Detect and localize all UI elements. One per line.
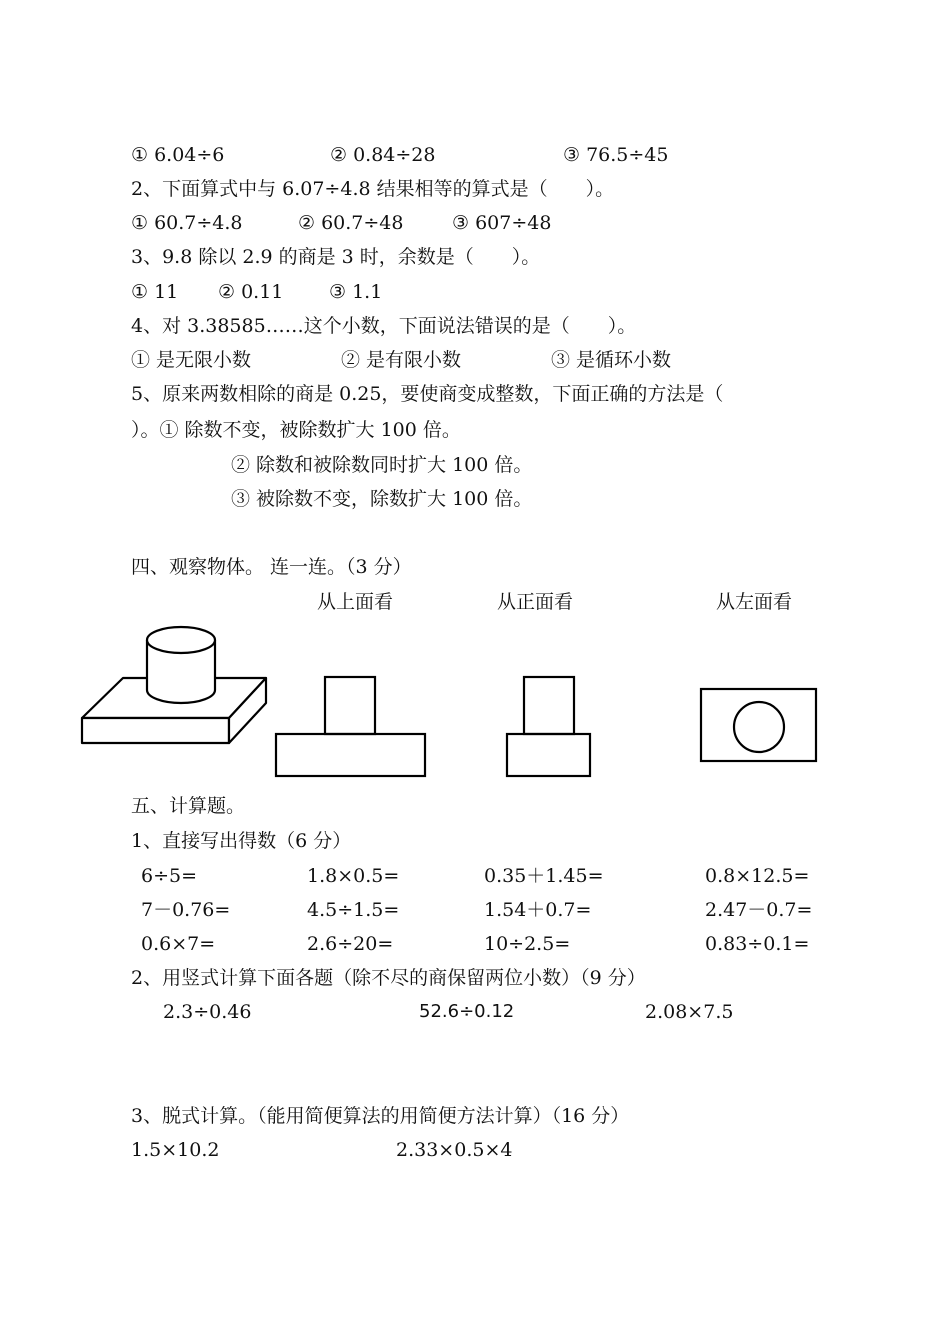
- q3-option-3: ③ 1.1: [329, 281, 383, 303]
- calc-r2-c2: 4.5÷1.5=: [307, 899, 400, 921]
- q3-option-1: ① 11: [131, 281, 179, 303]
- calc-r1-c4: 0.8×12.5=: [705, 865, 810, 887]
- q1-option-3: ③ 76.5÷45: [563, 144, 669, 166]
- calc-r1-c3: 0.35＋1.45=: [484, 865, 604, 887]
- q5-option-1: ）。① 除数不变，被除数扩大 100 倍。: [131, 419, 461, 441]
- q4-option-2: ② 是有限小数: [341, 349, 462, 371]
- vertical-calc-1: 2.3÷0.46: [163, 1001, 252, 1023]
- view-option-a-figure: [276, 677, 425, 776]
- q2-option-3: ③ 607÷48: [452, 212, 552, 234]
- view-b-upper-rect: [524, 677, 574, 734]
- calc-r3-c1: 0.6×7=: [141, 933, 216, 955]
- calc-r3-c3: 10÷2.5=: [484, 933, 571, 955]
- calc-r2-c4: 2.47－0.7=: [705, 899, 813, 921]
- section-4-title: 四、观察物体。 连一连。（3 分）: [131, 556, 412, 578]
- part-2-title: 2、用竖式计算下面各题（除不尽的商保留两位小数）（9 分）: [131, 967, 646, 989]
- vertical-calc-2: 52.6÷0.12: [419, 1001, 515, 1022]
- q4-option-1: ① 是无限小数: [131, 349, 252, 371]
- stepwise-calc-1: 1.5×10.2: [131, 1139, 220, 1161]
- calc-r1-c1: 6÷5=: [141, 865, 198, 887]
- view-c-circle: [734, 702, 784, 752]
- calc-r2-c3: 1.54＋0.7=: [484, 899, 592, 921]
- view-option-c-figure: [701, 689, 816, 761]
- calc-r2-c1: 7－0.76=: [141, 899, 231, 921]
- q5-option-3: ③ 被除数不变，除数扩大 100 倍。: [231, 488, 533, 510]
- solid-object-figure: [82, 627, 266, 743]
- q1-option-1: ① 6.04÷6: [131, 144, 225, 166]
- q3-option-2: ② 0.11: [218, 281, 284, 303]
- calc-r3-c4: 0.83÷0.1=: [705, 933, 810, 955]
- q5-option-2: ② 除数和被除数同时扩大 100 倍。: [231, 454, 533, 476]
- q2-option-2: ② 60.7÷48: [298, 212, 404, 234]
- q2-option-1: ① 60.7÷4.8: [131, 212, 243, 234]
- view-label-front: 从正面看: [497, 591, 574, 613]
- part-1-title: 1、直接写出得数（6 分）: [131, 830, 352, 852]
- view-c-rect: [701, 689, 816, 761]
- view-b-lower-rect: [507, 734, 590, 776]
- view-a-upper-rect: [325, 677, 375, 734]
- cylinder-top: [147, 627, 215, 653]
- question-4: 4、对 3.38585……这个小数，下面说法错误的是（ ）。: [131, 315, 637, 337]
- q4-option-3: ③ 是循环小数: [551, 349, 672, 371]
- calc-r3-c2: 2.6÷20=: [307, 933, 394, 955]
- part-3-title: 3、脱式计算。（能用简便算法的用简便方法计算）（16 分）: [131, 1105, 630, 1127]
- q1-option-2: ② 0.84÷28: [330, 144, 436, 166]
- stepwise-calc-2: 2.33×0.5×4: [396, 1139, 513, 1161]
- view-label-top: 从上面看: [317, 591, 394, 613]
- section-5-title: 五、计算题。: [131, 795, 246, 817]
- view-label-left: 从左面看: [716, 591, 793, 613]
- question-3: 3、9.8 除以 2.9 的商是 3 时，余数是（ ）。: [131, 246, 541, 268]
- question-2: 2、下面算式中与 6.07÷4.8 结果相等的算式是（ ）。: [131, 178, 615, 200]
- view-option-b-figure: [507, 677, 590, 776]
- slab-front-face: [82, 718, 229, 743]
- view-a-lower-rect: [276, 734, 425, 776]
- question-5: 5、原来两数相除的商是 0.25，要使商变成整数，下面正确的方法是（: [131, 383, 724, 405]
- calc-r1-c2: 1.8×0.5=: [307, 865, 400, 887]
- vertical-calc-3: 2.08×7.5: [645, 1001, 734, 1023]
